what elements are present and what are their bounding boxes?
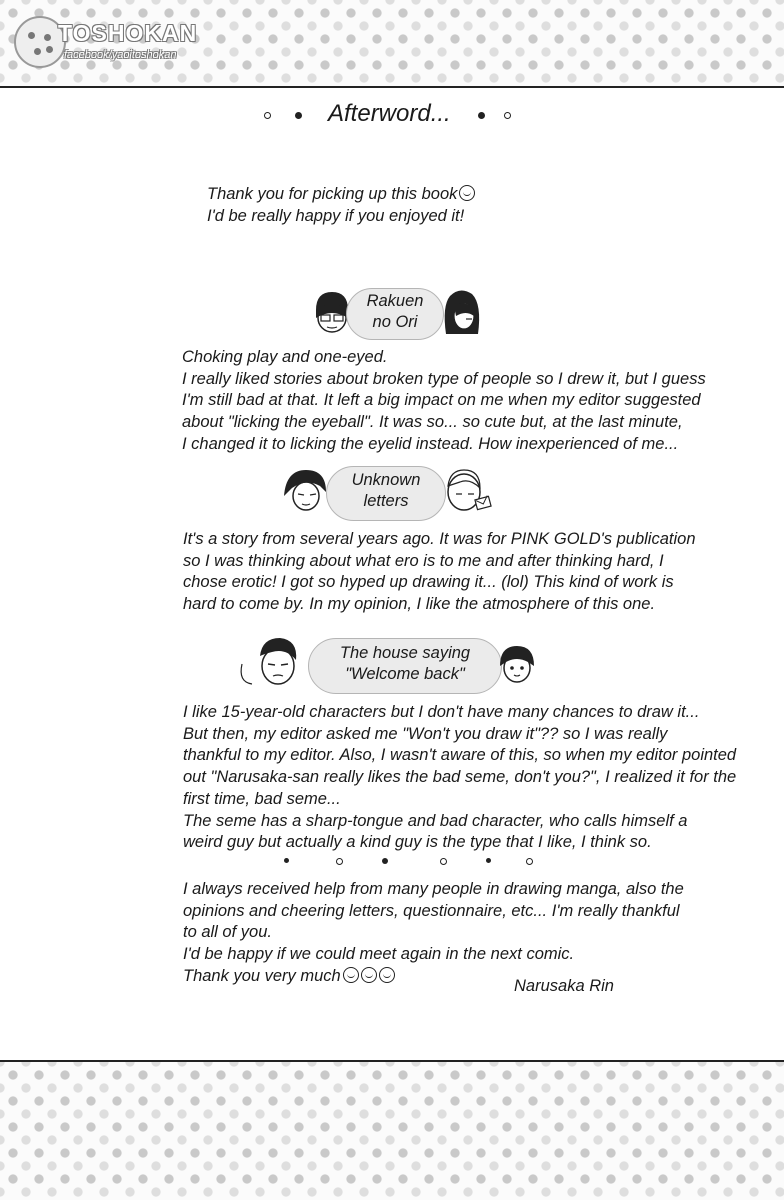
body-line: I like 15-year-old characters but I don't have many chances to draw it...	[183, 703, 700, 721]
page-title: Afterword...	[328, 100, 451, 127]
smiley-icon	[379, 967, 395, 983]
section-title-bubble	[326, 466, 446, 521]
character-face-icon	[440, 286, 482, 338]
body-line: weird guy but actually a kind guy is the type that I like, I think so.	[183, 833, 652, 852]
intro-text	[207, 184, 475, 227]
body-line: about "licking the eyeball". It was so... so cute but, at the last minute,	[182, 413, 683, 432]
section-body	[183, 529, 696, 616]
bubble-line: letters	[363, 492, 409, 510]
toshokan-logo	[14, 10, 198, 70]
logo-subtext: facebook/yaoitoshokan	[64, 49, 177, 61]
bubble-line: "Welcome back"	[345, 665, 465, 683]
bubble-line: Rakuen	[366, 292, 424, 310]
body-line: Choking play and one-eyed.	[182, 348, 388, 366]
body-line: chose erotic! I got so hyped up drawing it... (lol) This kind of work is	[183, 573, 674, 592]
body-line: I'm still bad at that. It left a big impact on me when my editor suggested	[182, 391, 701, 410]
top-divider	[0, 86, 784, 88]
body-line: thankful to my editor. Also, I wasn't aware of this, so when my editor pointed	[183, 746, 737, 765]
body-line: I changed it to licking the eyelid instead. How inexperienced of me...	[182, 434, 679, 453]
smiley-icon	[343, 967, 359, 983]
closing-line: I'd be happy if we could meet again in the next comic.	[183, 945, 575, 964]
bubble-line: The house saying	[339, 644, 471, 662]
character-face-icon	[440, 466, 492, 516]
ornament-dot	[295, 112, 302, 119]
bubble-line: no Ori	[372, 313, 418, 331]
section-body	[183, 702, 736, 854]
smiley-icon	[361, 967, 377, 983]
section-title-bubble	[346, 288, 444, 340]
ornament-dot	[504, 112, 511, 119]
closing-line: opinions and cheering letters, questionnaire, etc... I'm really thankful	[183, 901, 680, 920]
character-face-icon	[238, 634, 308, 692]
body-line: out "Narusaka-san really likes the bad seme, don't you?", I realized it for the	[183, 768, 737, 787]
body-line: But then, my editor asked me "Won't you draw it"?? so I was really	[183, 724, 668, 743]
signature: Narusaka Rin	[514, 977, 614, 995]
body-line: It's a story from several years ago. It was for PINK GOLD's publication	[183, 530, 696, 548]
separator-dot	[382, 858, 388, 864]
separator-dot	[440, 858, 447, 865]
logo-brand-text: TOSHOKAN	[58, 20, 198, 46]
bottom-dot-pattern	[0, 1062, 784, 1200]
dot-separator	[280, 856, 540, 868]
separator-dot	[526, 858, 533, 865]
separator-dot	[284, 858, 289, 863]
character-face-icon	[498, 644, 536, 686]
separator-dot	[486, 858, 491, 863]
body-line: The seme has a sharp-tongue and bad character, who calls himself a	[183, 811, 688, 830]
character-face-icon	[280, 466, 330, 514]
closing-text	[183, 879, 684, 988]
section-body	[182, 347, 706, 456]
ornament-dot	[264, 112, 271, 119]
body-line: so I was thinking about what ero is to me and after thinking hard, I	[183, 551, 664, 570]
separator-dot	[336, 858, 343, 865]
body-line: hard to come by. In my opinion, I like the atmosphere of this one.	[183, 595, 656, 614]
smiley-icon	[459, 185, 475, 201]
intro-line: Thank you for picking up this book	[207, 185, 458, 203]
ornament-dot	[478, 112, 485, 119]
closing-line: to all of you.	[183, 923, 272, 942]
body-line: I really liked stories about broken type of people so I drew it, but I guess	[182, 369, 706, 388]
closing-line: Thank you very much	[183, 966, 341, 985]
section-title-bubble	[308, 638, 502, 694]
bubble-line: Unknown	[351, 471, 421, 489]
title-row	[258, 100, 528, 134]
closing-line: I always received help from many people in drawing manga, also the	[183, 880, 684, 898]
intro-line: I'd be really happy if you enjoyed it!	[207, 206, 465, 225]
body-line: first time, bad seme...	[183, 789, 341, 808]
